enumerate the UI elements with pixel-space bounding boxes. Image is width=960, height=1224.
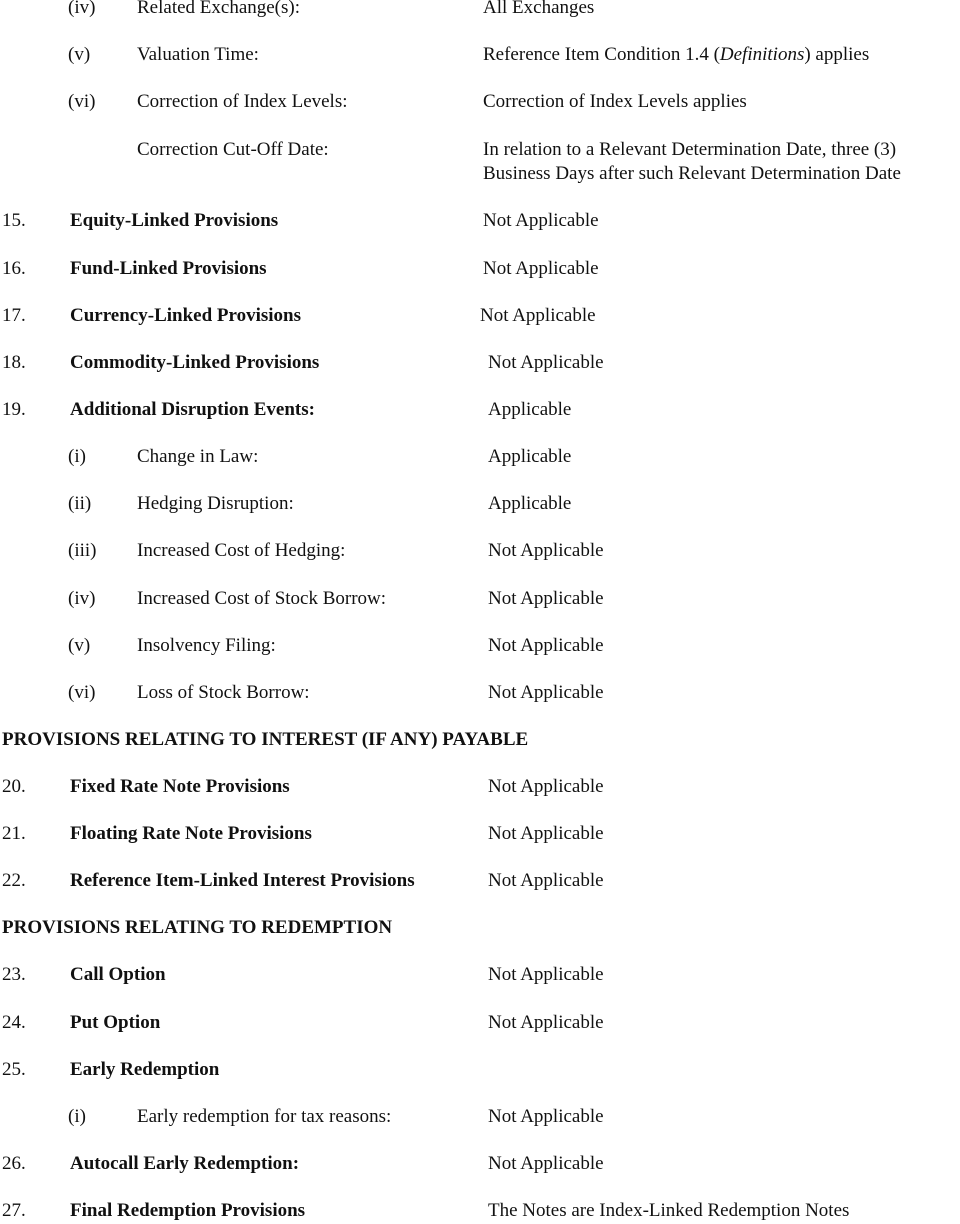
item-label: Valuation Time: [137, 44, 259, 65]
item-label: Correction of Index Levels: [137, 91, 348, 112]
value-text: Reference Item Condition 1.4 ( [483, 44, 720, 65]
section-value: Not Applicable [483, 210, 599, 231]
item-number: (v) [68, 44, 91, 65]
item-label: Change in Law: [137, 446, 259, 467]
section-value: Not Applicable [488, 964, 604, 985]
item-value: Not Applicable [488, 540, 604, 561]
section-value: Not Applicable [488, 1012, 604, 1033]
item-label: Correction Cut-Off Date: [137, 139, 329, 160]
section-value: Not Applicable [488, 870, 604, 891]
item-number: (vi) [68, 91, 96, 112]
item-value: Applicable [488, 446, 572, 467]
section-title: Put Option [70, 1012, 161, 1033]
section-number: 27. [2, 1200, 26, 1221]
section-title: Additional Disruption Events: [70, 399, 315, 420]
item-value: Correction of Index Levels applies [483, 91, 747, 112]
item-label: Loss of Stock Borrow: [137, 682, 310, 703]
section-number: 25. [2, 1059, 26, 1080]
section-value: The Notes are Index-Linked Redemption Notes [488, 1200, 850, 1221]
item-label: Related Exchange(s): [137, 0, 301, 18]
item-value: All Exchanges [483, 0, 595, 18]
item-value: Applicable [488, 493, 572, 514]
section-value: Not Applicable [483, 258, 599, 279]
section-title: Autocall Early Redemption: [70, 1153, 300, 1174]
section-number: 18. [2, 352, 26, 373]
value-text: ) applies [804, 44, 870, 65]
section-value: Not Applicable [480, 305, 596, 326]
section-title: Early Redemption [70, 1059, 220, 1080]
item-number: (i) [68, 446, 86, 467]
item-label: Early redemption for tax reasons: [137, 1106, 392, 1127]
section-title: Commodity-Linked Provisions [70, 352, 320, 373]
item-number: (v) [68, 635, 91, 656]
section-number: 20. [2, 776, 26, 797]
section-title: Fund-Linked Provisions [70, 258, 267, 279]
section-number: 22. [2, 870, 26, 891]
section-number: 24. [2, 1012, 26, 1033]
section-value: Not Applicable [488, 823, 604, 844]
item-number: (iii) [68, 540, 97, 561]
item-value: Business Days after such Relevant Determination Date [483, 163, 901, 184]
section-title: Currency-Linked Provisions [70, 305, 302, 326]
section-number: 23. [2, 964, 26, 985]
section-title: Equity-Linked Provisions [70, 210, 279, 231]
item-value: In relation to a Relevant Determination Date, three (3) [483, 139, 897, 160]
section-number: 26. [2, 1153, 26, 1174]
item-value: Not Applicable [488, 635, 604, 656]
item-number: (i) [68, 1106, 86, 1127]
value-italic-text: Definitions [719, 44, 805, 65]
section-title: Reference Item-Linked Interest Provisions [70, 870, 415, 891]
item-label: Insolvency Filing: [137, 635, 276, 656]
item-label: Hedging Disruption: [137, 493, 294, 514]
item-value: Not Applicable [488, 682, 604, 703]
section-value: Not Applicable [488, 1153, 604, 1174]
item-number: (iv) [68, 0, 96, 18]
section-title: Fixed Rate Note Provisions [70, 776, 290, 797]
section-number: 21. [2, 823, 26, 844]
item-number: (vi) [68, 682, 96, 703]
section-number: 19. [2, 399, 26, 420]
section-heading-interest: PROVISIONS RELATING TO INTEREST (IF ANY) PAYABLE [2, 729, 529, 750]
section-title: Final Redemption Provisions [70, 1200, 306, 1221]
section-number: 15. [2, 210, 26, 231]
section-title: Call Option [70, 964, 166, 985]
item-value [483, 43, 869, 67]
item-number: (iv) [68, 588, 96, 609]
item-value: Not Applicable [488, 588, 604, 609]
item-label: Increased Cost of Hedging: [137, 540, 346, 561]
section-value: Not Applicable [488, 776, 604, 797]
section-heading-redemption: PROVISIONS RELATING TO REDEMPTION [2, 917, 393, 938]
item-label: Increased Cost of Stock Borrow: [137, 588, 387, 609]
section-value: Not Applicable [488, 352, 604, 373]
section-title: Floating Rate Note Provisions [70, 823, 312, 844]
section-number: 17. [2, 305, 26, 326]
section-number: 16. [2, 258, 26, 279]
item-value: Not Applicable [488, 1106, 604, 1127]
item-number: (ii) [68, 493, 92, 514]
section-value: Applicable [488, 399, 572, 420]
